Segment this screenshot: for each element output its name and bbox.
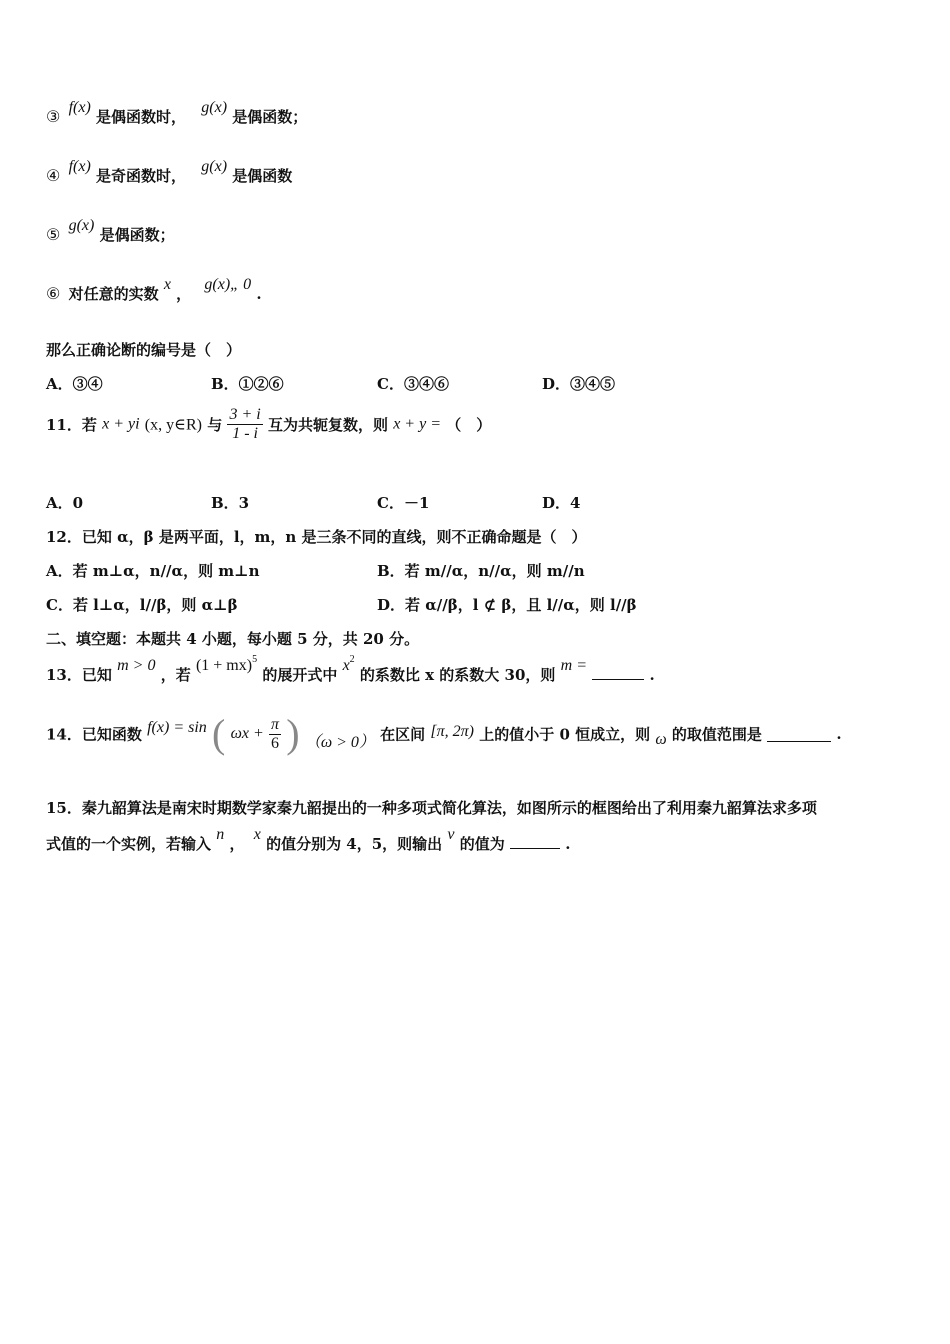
math-expr: (x, y∈R) — [144, 416, 202, 434]
punctuation: ， — [229, 835, 245, 853]
math-expr: (1 + mx) — [195, 657, 253, 674]
question-10-stem: 那么正确论断的编号是（ ） — [46, 341, 242, 359]
q12-option-c: C．若 l⊥α，l//β，则 α⊥β — [46, 596, 238, 614]
fraction-denominator: 6 — [271, 734, 280, 752]
math-expr: g(x) — [201, 99, 228, 116]
statement-text: 是偶函数 — [232, 167, 293, 185]
question-text: 在区间 — [380, 725, 426, 744]
math-expr: f(x) — [68, 99, 91, 116]
question-11-stem — [46, 406, 491, 443]
q10-option-c: C．③④⑥ — [377, 375, 449, 393]
answer-blank — [510, 834, 560, 849]
math-expr: x + y = — [393, 415, 441, 433]
question-14-stem — [46, 711, 842, 756]
exponent: 2 — [349, 654, 355, 665]
question-number: 13．已知 — [46, 666, 112, 684]
statement-text: 对任意的实数 — [68, 285, 159, 303]
statement-text: 是偶函数时， — [96, 108, 187, 126]
question-text: 与 — [207, 416, 223, 434]
punctuation: . — [565, 835, 571, 853]
math-expr: x — [342, 657, 350, 674]
q12-option-d: D．若 α//β，l ⊄ β，且 l//α，则 l//β — [377, 596, 637, 614]
question-text: 的取值范围是 — [671, 725, 762, 744]
math-expr: x — [163, 276, 171, 293]
statement-3 — [46, 99, 308, 127]
math-expr: n — [216, 826, 225, 843]
question-15-line-2 — [46, 826, 571, 854]
q10-option-b: B．①②⑥ — [211, 375, 284, 393]
punctuation: ， — [176, 285, 192, 303]
math-expr: [π, 2π) — [430, 723, 475, 740]
q11-option-b: B．3 — [211, 494, 250, 512]
answer-blank — [592, 665, 644, 680]
math-expr: g(x)„ 0 — [204, 276, 252, 293]
math-expr: f(x) = sin — [147, 719, 207, 736]
statement-number: ④ — [46, 166, 61, 185]
fraction — [227, 406, 262, 443]
q10-option-d: D．③④⑤ — [542, 375, 616, 393]
math-expr: v — [447, 826, 455, 843]
q10-option-a: A．③④ — [46, 375, 103, 393]
question-number: 14．已知函数 — [46, 725, 142, 744]
statement-5 — [46, 217, 175, 245]
paren-left: ( — [212, 711, 226, 756]
question-15-line-1: 15．秦九韶算法是南宋时期数学家秦九韶提出的一种多项式简化算法，如图所示的框图给出了利用秦九韶算法求多项 — [46, 799, 817, 817]
question-13-stem — [46, 654, 655, 685]
statement-number: ⑤ — [46, 225, 61, 244]
question-text: ，若 — [160, 666, 191, 684]
question-text: 式值的一个实例，若输入 — [46, 835, 212, 853]
punctuation: . — [256, 285, 262, 303]
q11-option-d: D．4 — [542, 494, 581, 512]
statement-text: 是偶函数； — [99, 226, 175, 244]
math-expr: g(x) — [201, 158, 228, 175]
question-text: （ ） — [446, 416, 492, 434]
fraction — [269, 716, 281, 753]
question-text: 的值分别为 4，5，则输出 — [266, 835, 443, 853]
exponent: 5 — [252, 654, 258, 665]
math-expr: （ω > 0） — [304, 733, 375, 751]
statement-number: ⑥ — [46, 284, 61, 303]
math-expr: f(x) — [68, 158, 91, 175]
statement-6 — [46, 276, 262, 304]
question-text: 的系数比 x 的系数大 30，则 — [359, 666, 556, 684]
paren-right: ) — [286, 711, 300, 756]
statement-4 — [46, 158, 293, 186]
question-text: 的值为 — [459, 835, 505, 853]
fraction-numerator: π — [271, 715, 280, 733]
question-text: 的展开式中 — [262, 666, 338, 684]
q12-option-a: A．若 m⊥α，n//α，则 m⊥n — [46, 562, 260, 580]
q12-option-b: B．若 m//α，n//α，则 m//n — [377, 562, 585, 580]
punctuation: . — [649, 666, 655, 684]
math-expr: x — [253, 826, 261, 843]
question-12-stem: 12．已知 α，β 是两平面，l，m，n 是三条不同的直线，则不正确命题是（ ） — [46, 528, 587, 546]
question-number: 11．若 — [46, 416, 97, 434]
math-expr: x + yi — [102, 415, 140, 433]
section-heading: 二、填空题：本题共 4 小题，每小题 5 分，共 20 分。 — [46, 630, 420, 648]
statement-number: ③ — [46, 107, 61, 126]
punctuation: . — [836, 725, 842, 743]
math-expr: m > 0 — [117, 657, 156, 674]
statement-text: 是偶函数； — [232, 108, 308, 126]
question-text: 上的值小于 0 恒成立，则 — [479, 725, 651, 744]
math-expr: ωx + — [230, 725, 264, 742]
q11-option-a: A．0 — [46, 494, 84, 512]
fraction-numerator: 3 + i — [229, 406, 261, 423]
question-text: 互为共轭复数，则 — [267, 416, 388, 434]
answer-blank — [767, 727, 831, 742]
math-expr: ω — [655, 731, 667, 748]
fraction-denominator: 1 - i — [232, 425, 258, 442]
statement-text: 是奇函数时， — [96, 167, 187, 185]
math-expr: g(x) — [68, 217, 95, 234]
q11-option-c: C．－1 — [377, 494, 430, 512]
math-expr: m = — [560, 657, 587, 674]
